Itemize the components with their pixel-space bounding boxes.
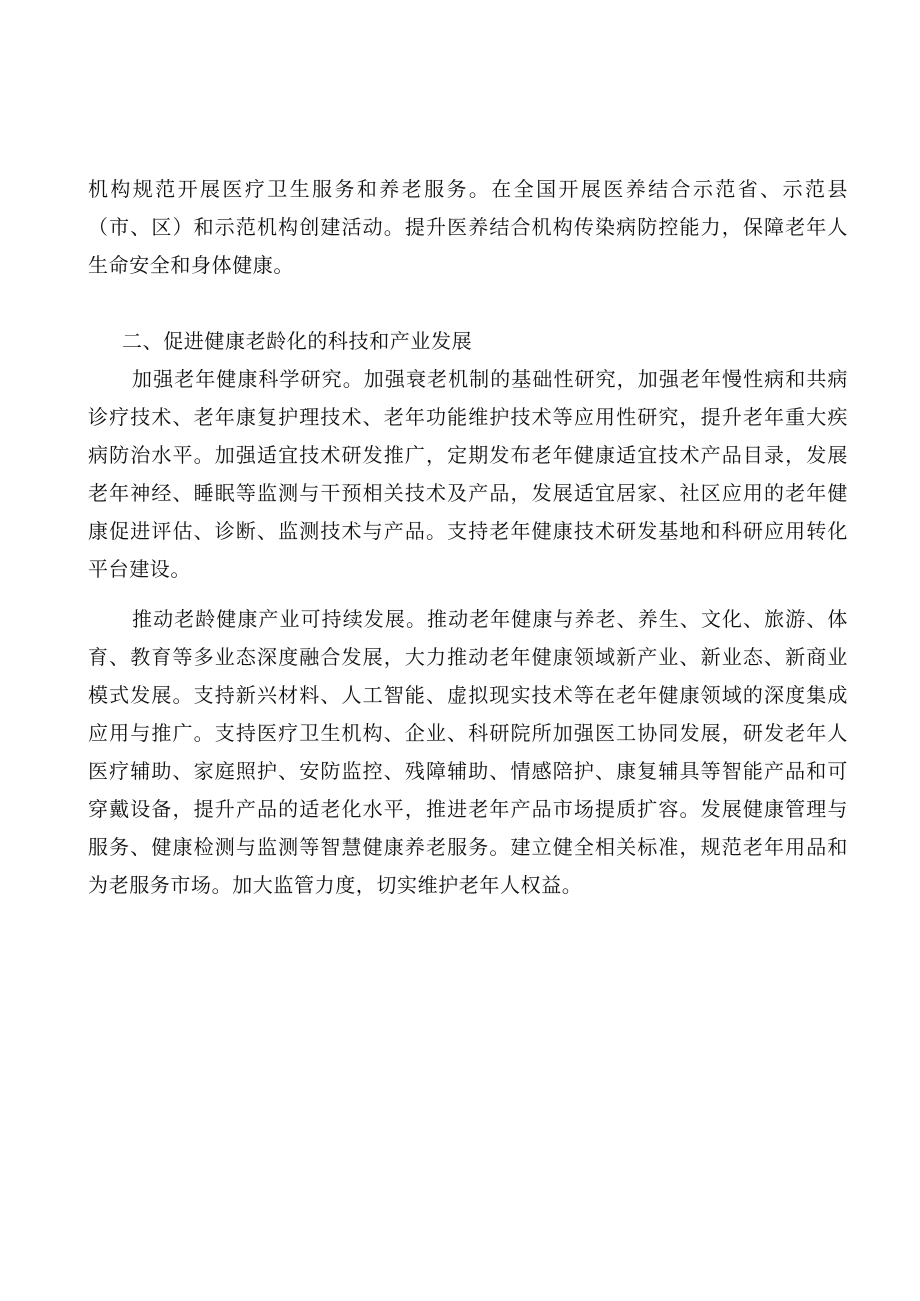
paragraph-industry-development: 推动老龄健康产业可持续发展。推动老年健康与养老、养生、文化、旅游、体育、教育等多业态深度融合发展，大力推动老年健康领域新产业、新业态、新商业模式发展。支持新兴材料、人工智能、虚拟现实技术等在老年健康领域的深度集成应用与推广。支持医疗卫生机构、企业、科研院所加强医工协同发展，研发老年人医疗辅助、家庭照护、安防监控、残障辅助、情感陪护、康复辅具等智能产品和可穿戴设备，提升产品的适老化水平，推进老年产品市场提质扩容。发展健康管理与服务、健康检测与监测等智慧健康养老服务。建立健全相关标准，规范老年用品和为老服务市场。加大监管力度，切实维护老年人权益。 [88,607,848,897]
section-heading: 二、促进健康老龄化的科技和产业发展 [122,329,473,353]
paragraph-continuation: 机构规范开展医疗卫生服务和养老服务。在全国开展医养结合示范省、示范县（市、区）和示范机构创建活动。提升医养结合机构传染病防控能力，保障老年人生命安全和身体健康。 [88,177,848,277]
paragraph-health-research: 加强老年健康科学研究。加强衰老机制的基础性研究，加强老年慢性病和共病诊疗技术、老年康复护理技术、老年功能维护技术等应用性研究，提升老年重大疾病防治水平。加强适宜技术研发推广，定期发布老年健康适宜技术产品目录，发展老年神经、睡眠等监测与干预相关技术及产品，发展适宜居家、社区应用的老年健康促进评估、诊断、监测技术与产品。支持老年健康技术研发基地和科研应用转化平台建设。 [88,367,848,581]
document-body [88,170,848,904]
